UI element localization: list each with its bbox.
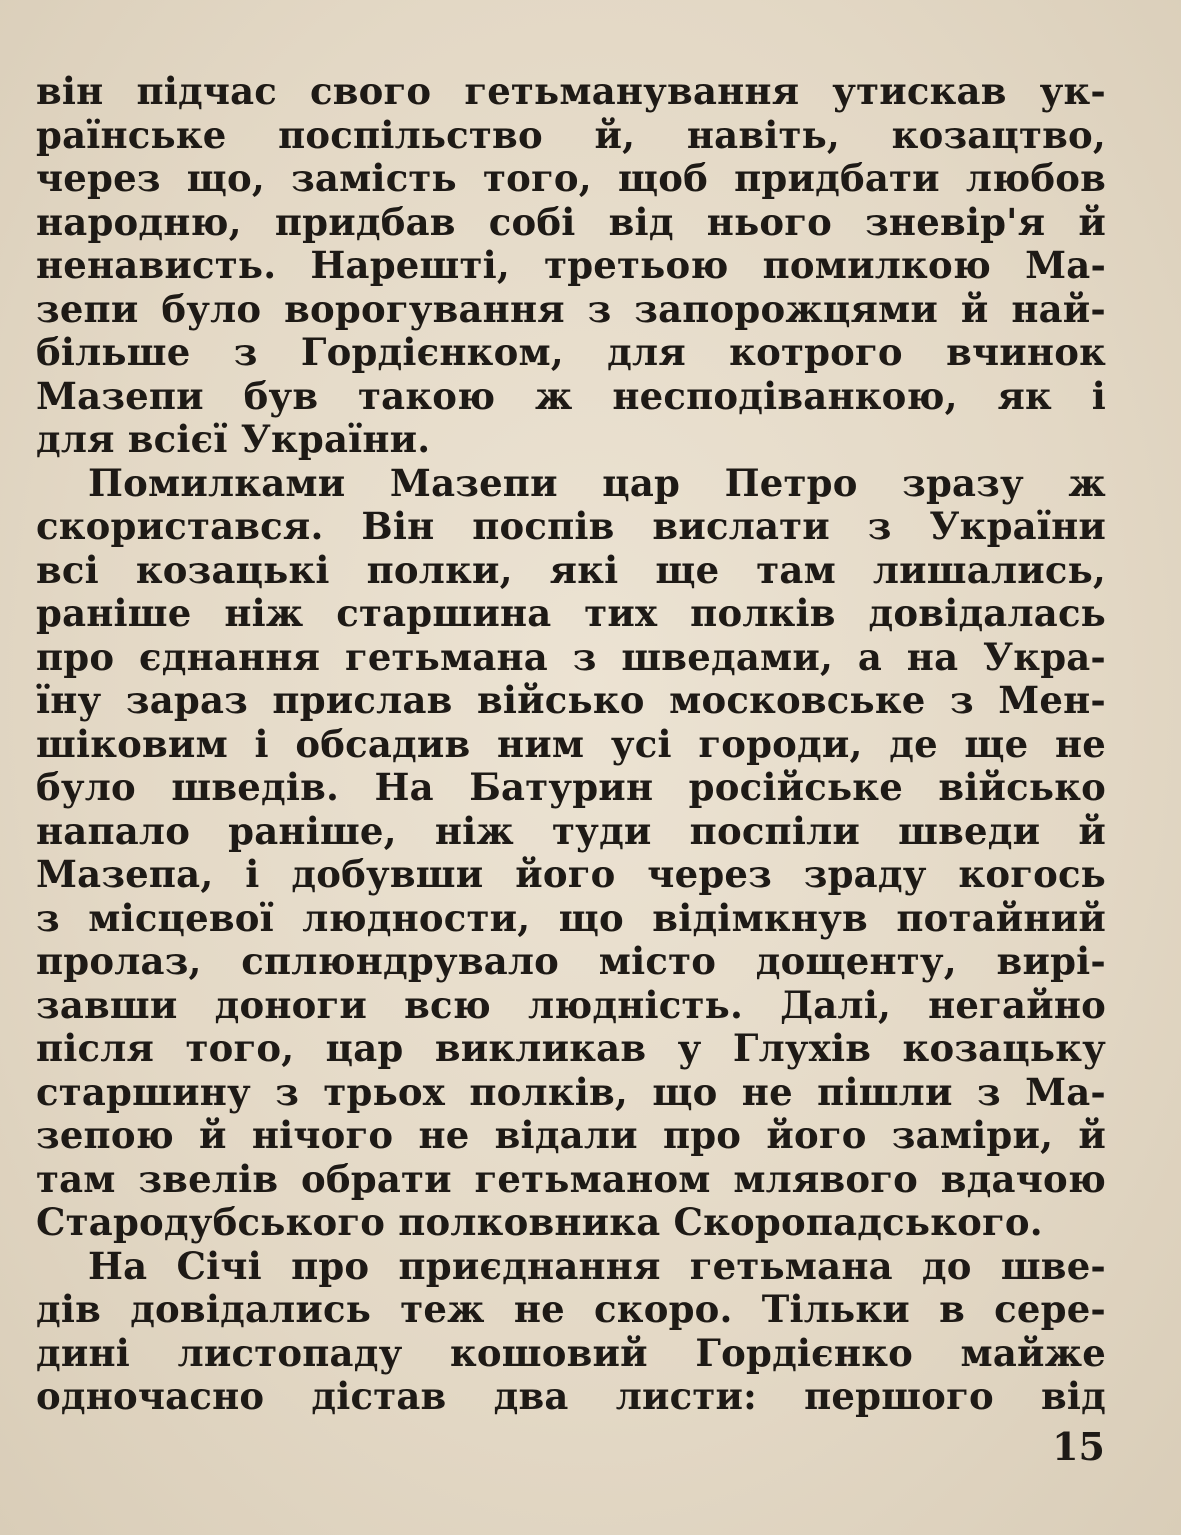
text-line: зепи було ворогування з запорожцями й най-: [36, 286, 1106, 331]
text-line: завши доноги всю людність. Далі, негайно: [36, 982, 1106, 1027]
text-line: після того, цар викликав у Глухів козацьку: [36, 1026, 1106, 1070]
text-line: народню, придбав собі від нього зневір'я й: [36, 199, 1106, 244]
paragraph-2: [36, 462, 1106, 1245]
text-line: зепою й нічого не відали про його заміри, й: [36, 1113, 1106, 1157]
text-line: пролаз, сплюндрувало місто дощенту, вирі-: [36, 939, 1106, 983]
text-line: для всієї України.: [36, 417, 431, 461]
text-line: скористався. Він поспів вислати з України: [36, 504, 1106, 548]
text-line: раїнське поспільство й, навіть, козацтво,: [36, 112, 1106, 157]
text-line: Мазепи був такою ж несподіванкою, як і: [36, 373, 1106, 418]
text-line: їну зараз прислав військо московське з Мен-: [36, 678, 1106, 722]
text-line: там звелів обрати гетьманом млявого вдачою: [36, 1156, 1106, 1201]
text-line: одночасно дістав два листи: першого від: [36, 1374, 1106, 1418]
text-line: шіковим і обсадив ним усі городи, де ще не: [36, 721, 1106, 766]
text-line: він підчас свого гетьманування утискав ук-: [36, 69, 1106, 113]
text-line: про єднання гетьмана з шведами, а на Укра-: [36, 634, 1106, 679]
text-line: старшину з трьох полків, що не пішли з Ма-: [36, 1069, 1106, 1114]
text-line: На Січі про приєднання гетьмана до шве-: [88, 1243, 1106, 1288]
text-line: було шведів. На Батурин російське військо: [36, 765, 1106, 809]
text-line: з місцевої людности, що відімкнув потайний: [36, 895, 1106, 940]
body-text: [36, 70, 1106, 1419]
text-line: всі козацькі полки, які ще там лишались,: [36, 547, 1106, 592]
text-line: раніше ніж старшина тих полків довідалась: [36, 591, 1106, 635]
paragraph-3: [36, 1245, 1106, 1419]
page-number: 15: [1052, 1424, 1105, 1469]
text-line: Помилками Мазепи цар Петро зразу ж: [88, 460, 1106, 505]
text-line: Мазепа, і добувши його через зраду когось: [36, 852, 1106, 896]
text-line: напало раніше, ніж туди поспіли шведи й: [36, 808, 1106, 853]
text-line: ненависть. Нарешті, третьою помилкою Ма-: [36, 243, 1106, 287]
paragraph-1: [36, 70, 1106, 462]
text-line: дині листопаду кошовий Гордієнко майже: [36, 1330, 1106, 1375]
text-line: Стародубського полковника Скоропадського.: [36, 1200, 1043, 1244]
text-line: більше з Гордієнком, для котрого вчинок: [36, 330, 1106, 374]
text-line: дів довідались теж не скоро. Тільки в сере-: [36, 1287, 1106, 1331]
text-line: через що, замість того, щоб придбати любов: [36, 156, 1106, 200]
